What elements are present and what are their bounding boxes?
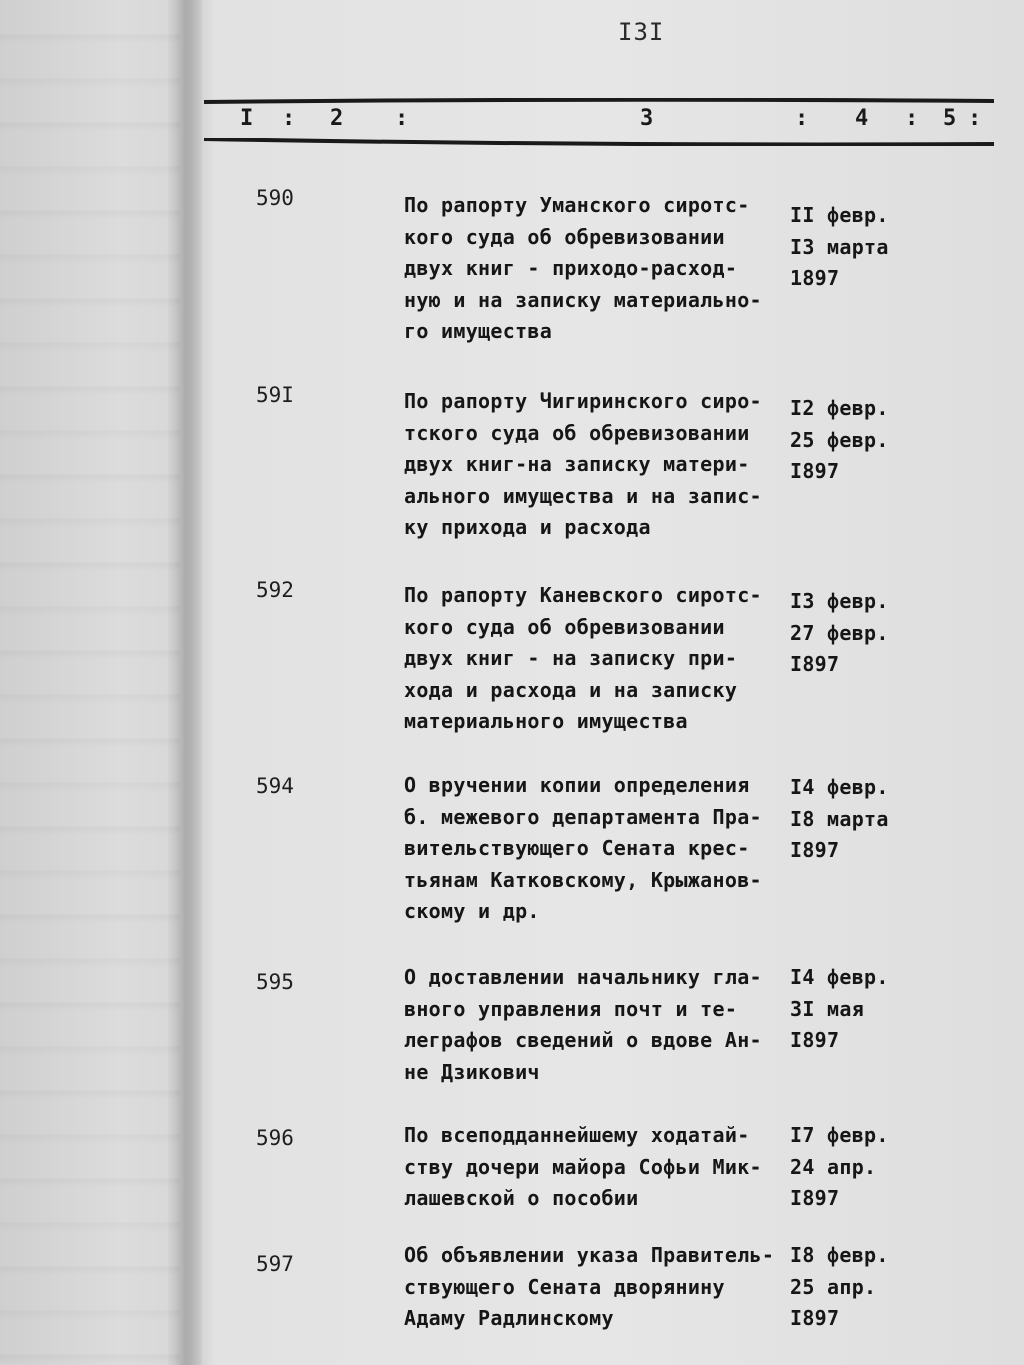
- row-dates: [790, 200, 920, 295]
- date-line: 25 апр.: [790, 1274, 877, 1299]
- date-line: I4 февр.: [790, 775, 889, 799]
- date-line: 25 февр.: [790, 427, 889, 452]
- row-description: [404, 580, 804, 738]
- text-line: ального имущества и на запис-: [404, 483, 762, 508]
- text-line: вного управления почт и те-: [404, 996, 738, 1021]
- date-line: 3I мая: [790, 996, 865, 1021]
- row-dates: [790, 393, 920, 488]
- text-line: ную и на записку материально-: [404, 287, 762, 312]
- row-number: 59I: [256, 383, 294, 407]
- date-line: 24 апр.: [790, 1154, 877, 1179]
- text-line: кого суда об обревизовании: [404, 614, 725, 639]
- text-line: хода и расхода и на записку: [404, 677, 738, 702]
- date-line: 1897: [790, 266, 840, 290]
- row-description: [404, 1120, 804, 1215]
- text-line: О доставлении начальнику гла-: [404, 965, 762, 989]
- text-line: тского суда об обревизовании: [404, 420, 750, 445]
- column-2-heading: 2: [330, 106, 344, 131]
- date-line: I897: [790, 1186, 840, 1210]
- text-line: ствующего Сената дворянину: [404, 1274, 725, 1299]
- text-line: тьянам Катковскому, Крыжанов-: [404, 867, 762, 892]
- text-line: вительствующего Сената крес-: [404, 836, 750, 860]
- row-dates: [790, 772, 920, 867]
- date-line: 27 февр.: [790, 620, 889, 645]
- row-description: [404, 1240, 804, 1335]
- row-number: 594: [256, 774, 294, 798]
- date-line: I4 февр.: [790, 965, 889, 989]
- row-description: [404, 190, 804, 348]
- header-top-rule: [204, 98, 994, 104]
- row-dates: [790, 1240, 920, 1335]
- column-separator: :: [282, 106, 296, 131]
- row-number: 592: [256, 578, 294, 602]
- row-dates: [790, 586, 920, 681]
- date-line: I897: [790, 459, 840, 483]
- row-description: [404, 770, 804, 928]
- date-line: I8 февр.: [790, 1243, 889, 1267]
- previous-page-bleed: [0, 0, 180, 1365]
- text-line: го имущества: [404, 319, 553, 343]
- date-line: II февр.: [790, 203, 889, 227]
- row-number: 596: [256, 1126, 294, 1150]
- text-line: ству дочери майора Софьи Мик-: [404, 1154, 762, 1179]
- text-line: не Дзикович: [404, 1059, 540, 1084]
- row-number: 595: [256, 970, 294, 994]
- text-line: лашевской о пособии: [404, 1186, 639, 1210]
- text-line: По рапорту Каневского сиротс-: [404, 583, 762, 607]
- column-separator: :: [395, 106, 409, 131]
- binding-gutter: [168, 0, 202, 1365]
- text-line: Адаму Радлинскому: [404, 1306, 614, 1330]
- date-line: I897: [790, 838, 840, 862]
- text-line: двух книг - на записку при-: [404, 646, 738, 670]
- column-separator: :: [968, 106, 982, 131]
- date-line: I3 февр.: [790, 589, 889, 613]
- text-line: двух книг-на записку матери-: [404, 452, 750, 476]
- date-line: I8 марта: [790, 806, 889, 831]
- text-line: По рапорту Чигиринского сиро-: [404, 389, 762, 413]
- page-number: I3I: [618, 18, 665, 46]
- date-line: I2 февр.: [790, 396, 889, 420]
- column-separator: :: [795, 106, 809, 131]
- column-4-heading: 4: [855, 106, 869, 131]
- text-line: Об объявлении указа Правитель-: [404, 1243, 775, 1267]
- header-bottom-rule: [204, 138, 994, 146]
- row-number: 597: [256, 1252, 294, 1276]
- text-line: По рапорту Уманского сиротс-: [404, 193, 750, 217]
- row-dates: [790, 962, 920, 1057]
- date-line: I897: [790, 1306, 840, 1330]
- text-line: б. межевого департамента Пра-: [404, 804, 762, 829]
- text-line: ку прихода и расхода: [404, 515, 651, 539]
- date-line: I3 марта: [790, 234, 889, 259]
- text-line: кого суда об обревизовании: [404, 224, 725, 249]
- text-line: леграфов сведений о вдове Ан-: [404, 1028, 762, 1052]
- column-5-heading: 5: [943, 106, 957, 131]
- row-number: 590: [256, 186, 294, 210]
- row-description: [404, 962, 804, 1088]
- text-line: По всеподданнейшему ходатай-: [404, 1123, 750, 1147]
- row-dates: [790, 1120, 920, 1215]
- row-description: [404, 386, 804, 544]
- date-line: I897: [790, 652, 840, 676]
- text-line: О вручении копии определения: [404, 773, 750, 797]
- date-line: I897: [790, 1028, 840, 1052]
- text-line: двух книг - приходо-расход-: [404, 256, 738, 280]
- text-line: скому и др.: [404, 899, 540, 923]
- date-line: I7 февр.: [790, 1123, 889, 1147]
- column-3-heading: 3: [640, 106, 654, 131]
- column-separator: :: [905, 106, 919, 131]
- column-1-heading: I: [240, 106, 254, 131]
- text-line: материального имущества: [404, 709, 688, 733]
